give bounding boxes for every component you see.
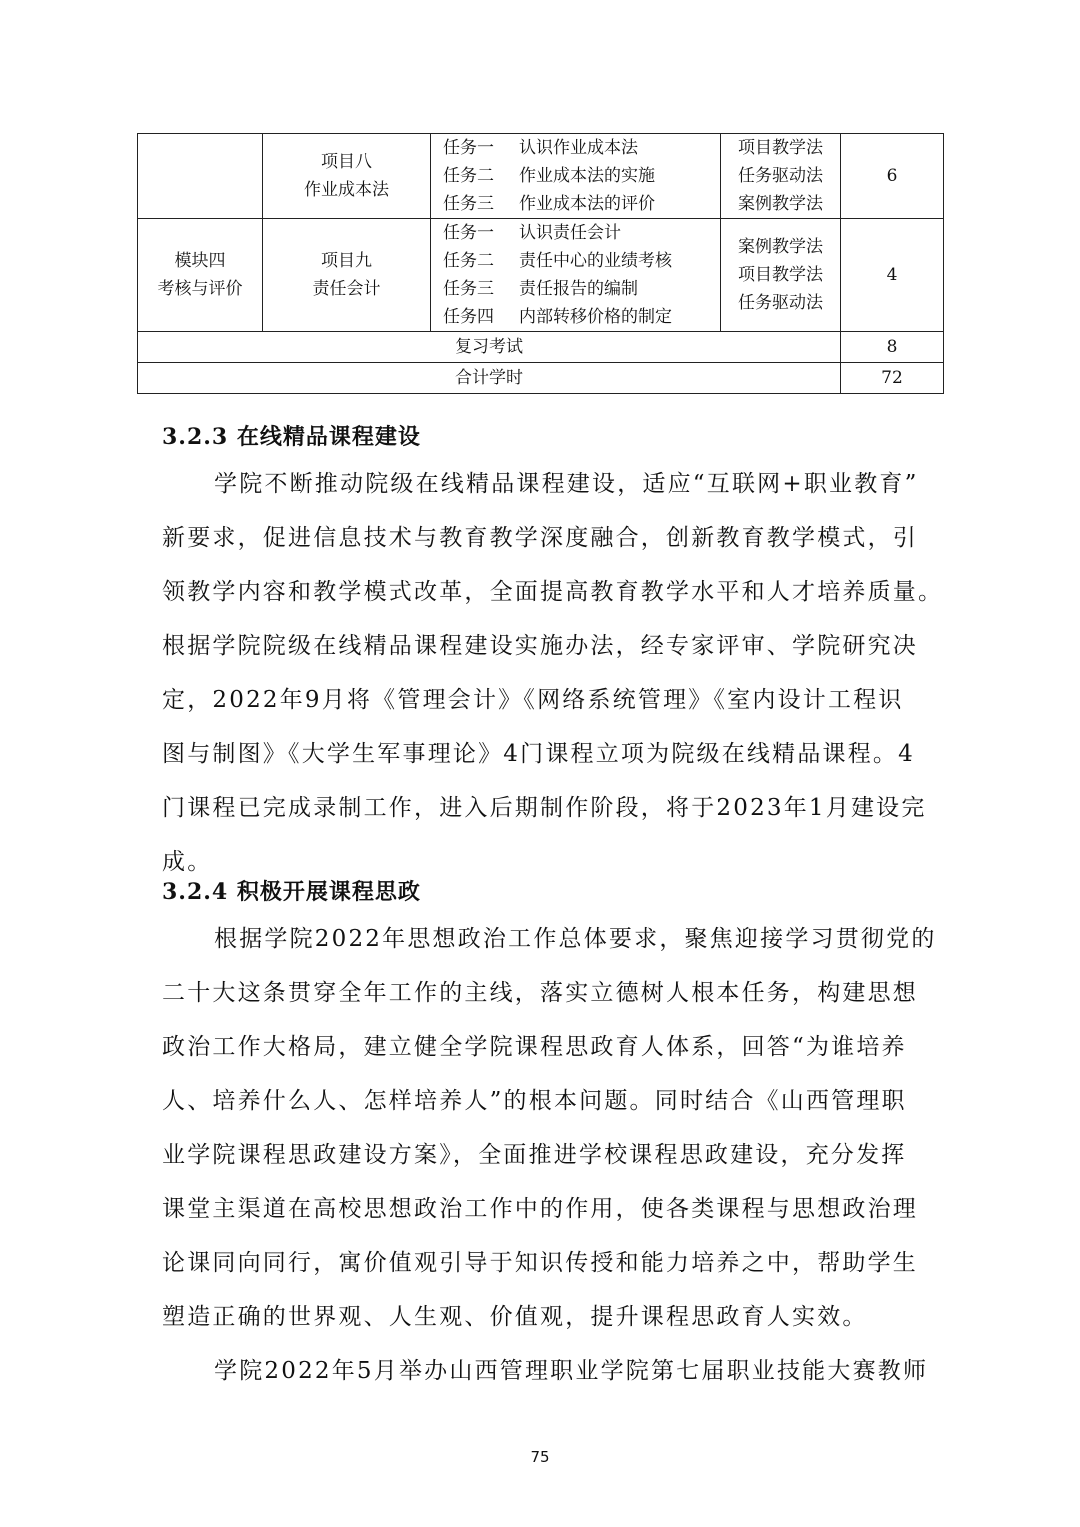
project-name: 项目八 (321, 152, 372, 172)
module-title: 考核与评价 (157, 279, 243, 299)
paragraph (162, 912, 942, 1398)
total-row (138, 363, 944, 394)
method-item: 项目教学法 (738, 138, 823, 158)
module-name: 模块四 (174, 251, 226, 271)
text-line: 图与制图》《大学生军事理论》4门课程立项为院级在线精品课程。4 (162, 741, 915, 767)
project-title: 作业成本法 (304, 180, 389, 200)
method-item: 案例教学法 (738, 194, 823, 214)
table-row (138, 134, 944, 219)
module-cell (138, 134, 263, 219)
hours-cell: 4 (841, 219, 944, 332)
task-item: 任务二 责任中心的业绩考核 (443, 251, 672, 271)
module-cell (138, 219, 263, 332)
text-line: 业学院课程思政建设方案》，全面推进学校课程思政建设，充分发挥 (162, 1142, 907, 1168)
text-line: 根据学院院级在线精品课程建设实施办法，经专家评审、学院研究决 (162, 633, 918, 659)
task-item: 任务二 作业成本法的实施 (443, 166, 655, 186)
task-item: 任务三 作业成本法的评价 (443, 194, 655, 214)
project-cell (263, 134, 431, 219)
review-hours: 8 (841, 332, 944, 363)
total-hours: 72 (841, 363, 944, 394)
method-item: 项目教学法 (738, 265, 823, 285)
text-line: 新要求，促进信息技术与教育教学深度融合，创新教育教学模式，引 (162, 525, 918, 551)
method-item: 案例教学法 (738, 237, 823, 257)
project-cell (263, 219, 431, 332)
review-label: 复习考试 (138, 332, 841, 363)
total-label: 合计学时 (138, 363, 841, 394)
text-line: 塑造正确的世界观、人生观、价值观，提升课程思政育人实效。 (162, 1304, 868, 1330)
text-line: 定，2022年9月将《管理会计》《网络系统管理》《室内设计工程识 (162, 687, 904, 713)
task-item: 任务一 认识作业成本法 (443, 138, 638, 158)
course-schedule-table (137, 133, 944, 394)
tasks-cell (431, 134, 721, 219)
table-row (138, 219, 944, 332)
hours-cell: 6 (841, 134, 944, 219)
text-line: 课堂主渠道在高校思想政治工作中的作用，使各类课程与思想政治理 (162, 1196, 918, 1222)
text-line: 政治工作大格局，建立健全学院课程思政育人体系，回答“为谁培养 (162, 1034, 907, 1060)
text-line: 根据学院2022年思想政治工作总体要求，聚焦迎接学习贯彻党的 (214, 926, 937, 952)
review-row (138, 332, 944, 363)
methods-cell (721, 134, 841, 219)
project-title: 责任会计 (312, 279, 381, 299)
text-line: 学院不断推动院级在线精品课程建设，适应“互联网+职业教育” (214, 471, 919, 497)
method-item: 任务驱动法 (738, 166, 823, 186)
project-name: 项目九 (321, 251, 372, 271)
text-line: 领教学内容和教学模式改革，全面提高教育教学水平和人才培养质量。 (162, 579, 944, 605)
task-item: 任务四 内部转移价格的制定 (443, 307, 672, 327)
page-number: 75 (530, 1448, 550, 1466)
task-item: 任务三 责任报告的编制 (443, 279, 638, 299)
section-heading: 3.2.3 在线精品课程建设 (162, 424, 421, 450)
text-line: 门课程已完成录制工作，进入后期制作阶段，将于2023年1月建设完 (162, 795, 927, 821)
text-line: 成。 (162, 849, 213, 875)
methods-cell (721, 219, 841, 332)
text-line: 二十大这条贯穿全年工作的主线，落实立德树人根本任务，构建思想 (162, 980, 918, 1006)
section-heading: 3.2.4 积极开展课程思政 (162, 879, 421, 905)
tasks-cell (431, 219, 721, 332)
paragraph (162, 457, 942, 889)
text-line: 学院2022年5月举办山西管理职业学院第七届职业技能大赛教师 (214, 1358, 929, 1384)
text-line: 人、培养什么人、怎样培养人”的根本问题。同时结合《山西管理职 (162, 1088, 907, 1114)
text-line: 论课同向同行，寓价值观引导于知识传授和能力培养之中，帮助学生 (162, 1250, 918, 1276)
task-item: 任务一 认识责任会计 (443, 223, 621, 243)
method-item: 任务驱动法 (738, 293, 823, 313)
